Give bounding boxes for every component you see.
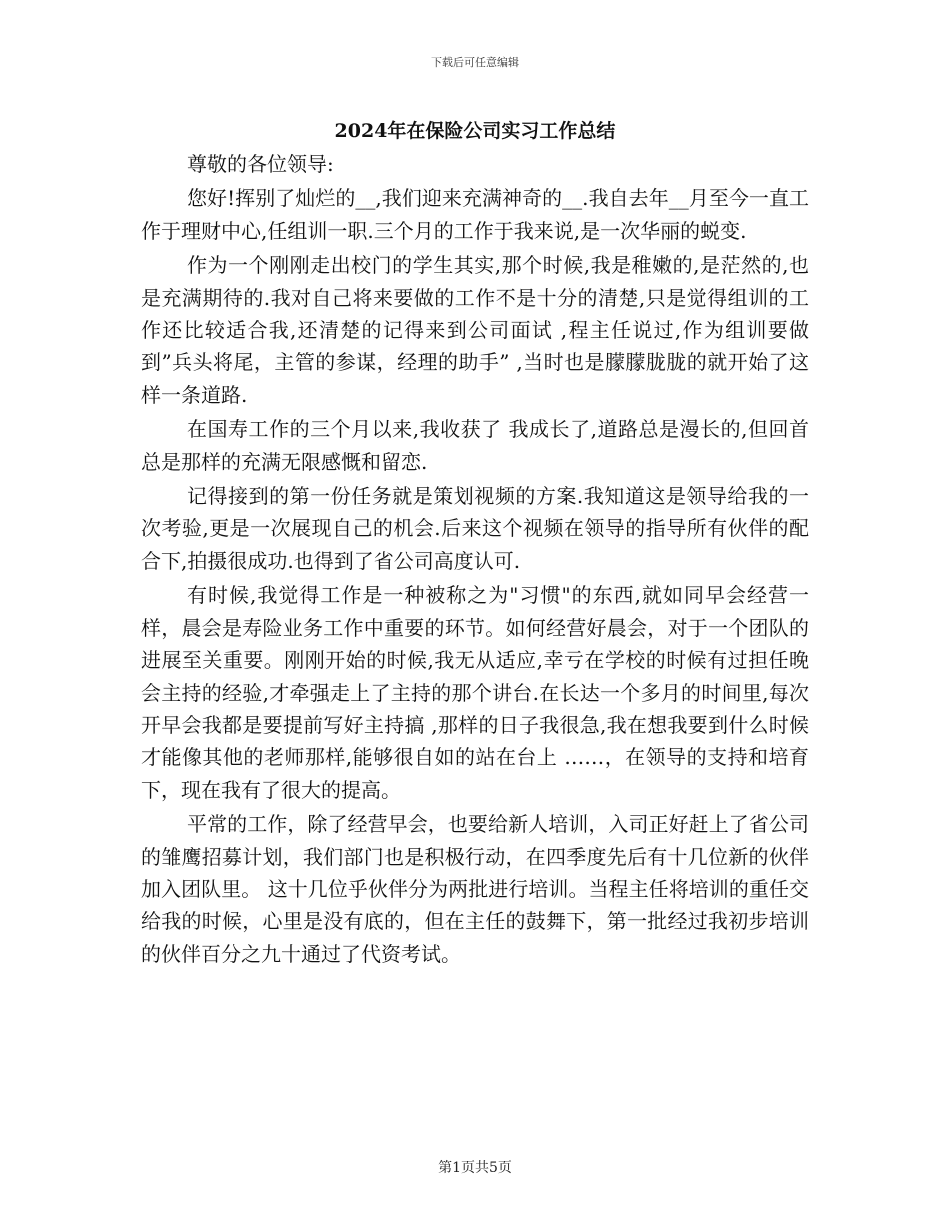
paragraph-5: 有时候,我觉得工作是一种被称之为"习惯"的东西,就如同早会经营一样，晨会是寿险业务工作中重要的环节。如何经营好晨会，对于一个团队的进展至关重要。刚刚开始的时候,我无从适应,幸亏在学校的时候有过担任晚会主持的经验,才牵强走上了主持的那个讲台.在长达一个多月的时间里,每次开早会我都是要提前写好主持搞 ,那样的日子我很急,我在想我要到什么时候才能像其他的老师那样,能够很自如的站在台上 ……，在领导的支持和培育下，现在我有了很大的提高。 <box>141 583 809 802</box>
paragraph-6: 平常的工作，除了经营早会，也要给新人培训，入司正好赶上了省公司的雏鹰招募计划，我们部门也是积极行动，在四季度先后有十几位新的伙伴加入团队里。 这十几位乎伙伴分为两批进行培训。当程主任将培训的重任交给我的时候，心里是没有底的，但在主任的鼓舞下，第一批经过我初步培训的伙伴百分之九十通过了代资考试。 <box>141 812 809 966</box>
paragraph-4: 记得接到的第一份任务就是策划视频的方案.我知道这是领导给我的一次考验,更是一次展现自己的机会.后来这个视频在领导的指导所有伙伴的配合下,拍摄很成功.也得到了省公司高度认可. <box>141 484 809 573</box>
header-note: 下载后可任意编辑 <box>431 56 519 69</box>
paragraph-3: 在国寿工作的三个月以来,我收获了 我成长了,道路总是漫长的,但回首总是那样的充满无限感慨和留恋. <box>141 417 809 474</box>
paragraph-1: 您好!挥别了灿烂的__,我们迎来充满神奇的__.我自去年__月至今一直工作于理财中心,任组训一职.三个月的工作于我来说,是一次华丽的蜕变. <box>141 186 809 243</box>
salutation: 尊敬的各位领导: <box>187 152 334 176</box>
page-footer: 第1页共5页 <box>438 1160 512 1176</box>
paragraph-2: 作为一个刚刚走出校门的学生其实,那个时候,我是稚嫩的,是茫然的,也是充满期待的.我对自己将来要做的工作不是十分的清楚,只是觉得组训的工作还比较适合我,还清楚的记得来到公司面试 ,程主任说过,作为组训要做到”兵头将尾，主管的参谋，经理的助手” ,当时也是朦朦胧胧的就开始了这样一条道路. <box>141 253 809 407</box>
document-body <box>141 148 809 970</box>
document-title: 2024年在保险公司实习工作总结 <box>334 120 616 142</box>
